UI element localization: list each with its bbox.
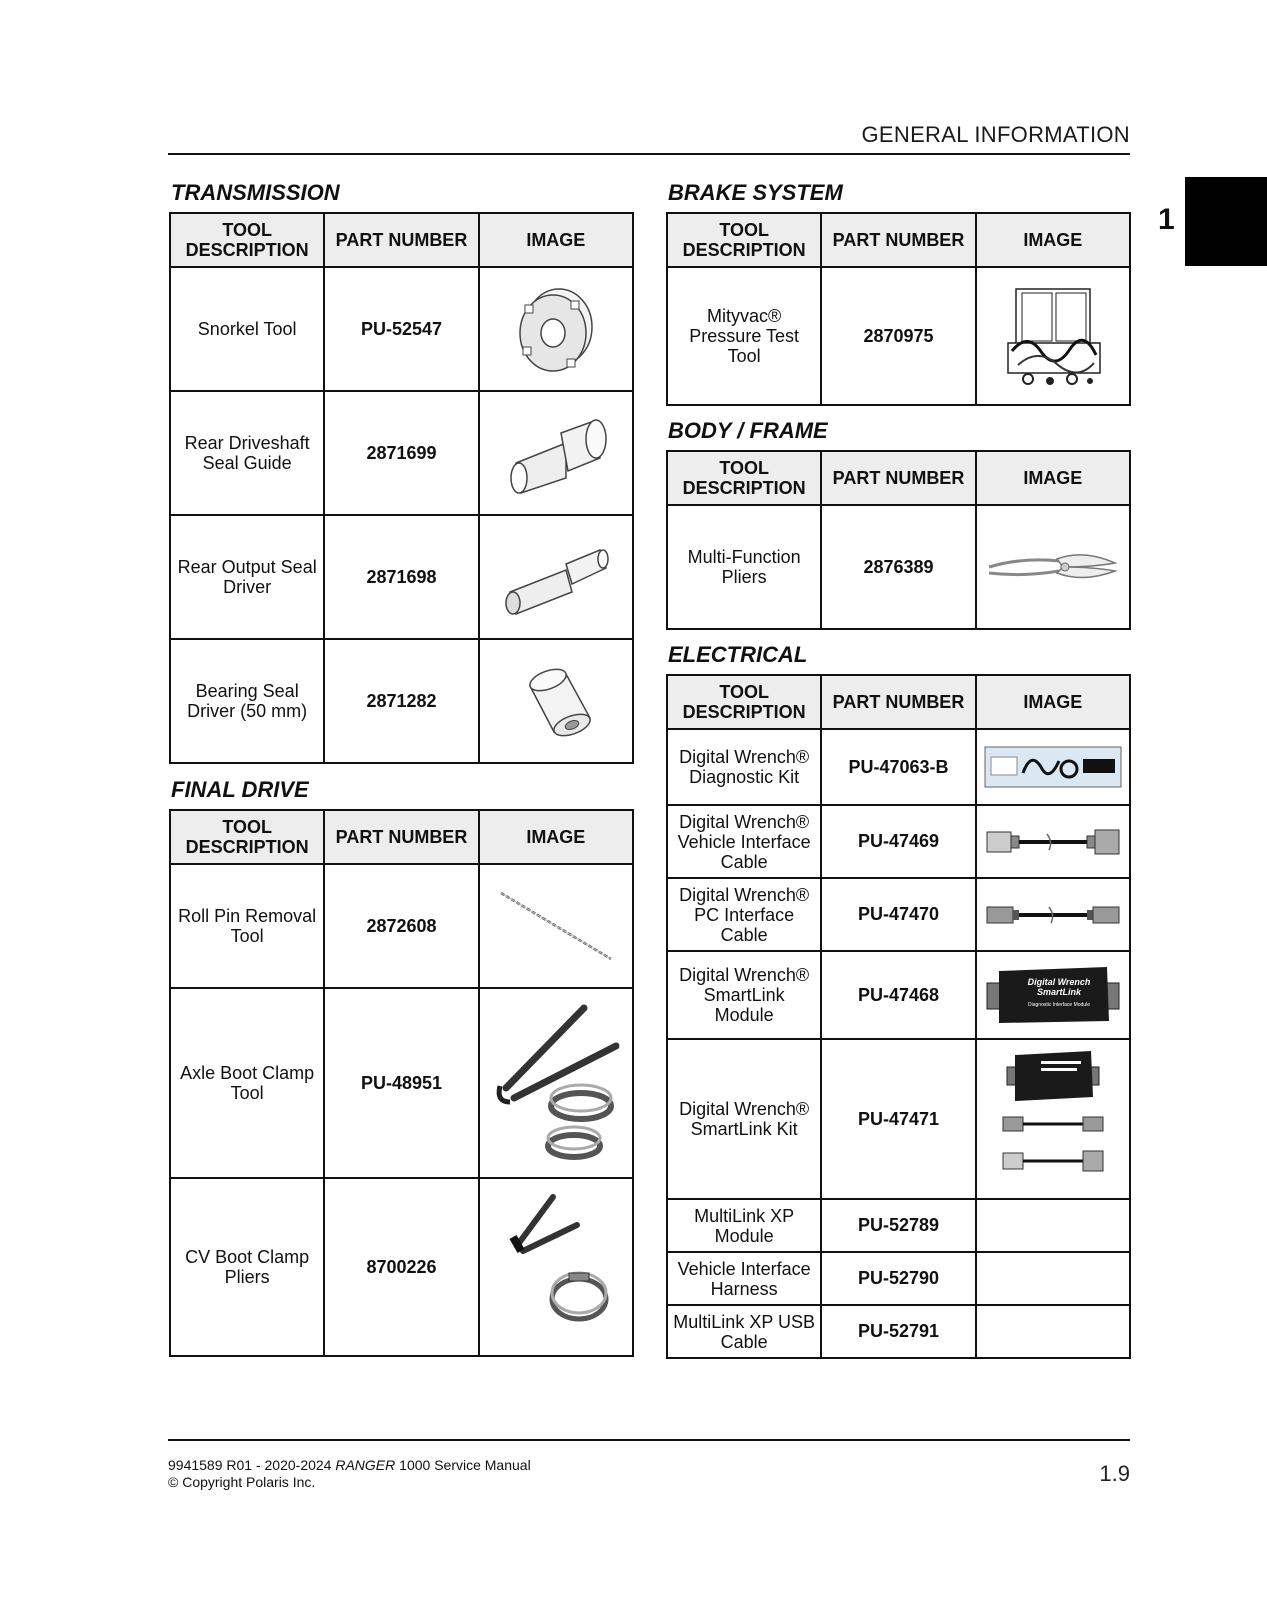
tool-description: MultiLink XP Module xyxy=(667,1199,821,1252)
part-number: PU-52547 xyxy=(324,267,478,391)
footer-model: RANGER xyxy=(335,1457,396,1473)
table-header-row xyxy=(667,451,1130,505)
footer-manual-name: 1000 Service Manual xyxy=(399,1457,531,1473)
column-header-description: TOOL DESCRIPTION xyxy=(667,213,821,267)
roll-pin-tool-icon xyxy=(491,881,621,971)
column-header-description: TOOL DESCRIPTION xyxy=(667,675,821,729)
tool-image-cell xyxy=(976,505,1130,629)
body-frame-table xyxy=(666,450,1131,630)
tool-description: Mityvac® Pressure Test Tool xyxy=(667,267,821,405)
module-product-text: SmartLink xyxy=(1036,987,1081,997)
smartlink-kit-icon xyxy=(993,1049,1113,1189)
tool-image-cell xyxy=(479,515,633,639)
tool-description: Axle Boot Clamp Tool xyxy=(170,988,324,1178)
diagnostic-kit-icon xyxy=(983,745,1123,789)
table-row xyxy=(170,864,633,988)
section-title-brake-system: BRAKE SYSTEM xyxy=(668,180,843,205)
column-header-description: TOOL DESCRIPTION xyxy=(667,451,821,505)
table-row xyxy=(667,505,1130,629)
tool-description: MultiLink XP USB Cable xyxy=(667,1305,821,1358)
table-row xyxy=(667,729,1130,805)
tool-description: Bearing Seal Driver (50 mm) xyxy=(170,639,324,763)
tool-description: Digital Wrench® SmartLink Kit xyxy=(667,1039,821,1199)
part-number: PU-47470 xyxy=(821,878,975,951)
tool-image-cell xyxy=(479,988,633,1178)
footer-doc-id: 9941589 R01 - 2020-2024 xyxy=(168,1457,332,1473)
part-number: 2870975 xyxy=(821,267,975,405)
tool-description: Snorkel Tool xyxy=(170,267,324,391)
part-number: PU-47063-B xyxy=(821,729,975,805)
part-number: PU-47468 xyxy=(821,951,975,1039)
tool-image-cell xyxy=(976,1305,1130,1358)
part-number: 2872608 xyxy=(324,864,478,988)
column-header-part-number: PART NUMBER xyxy=(821,675,975,729)
tool-image-cell xyxy=(479,267,633,391)
table-row xyxy=(667,1039,1130,1199)
tool-image-cell xyxy=(479,1178,633,1356)
column-header-image: IMAGE xyxy=(976,675,1130,729)
part-number: PU-47471 xyxy=(821,1039,975,1199)
pc-cable-icon xyxy=(983,895,1123,935)
chapter-number: 1 xyxy=(1158,203,1175,236)
snorkel-tool-icon xyxy=(501,279,611,379)
section-title-body-frame: BODY / FRAME xyxy=(668,418,828,443)
table-row xyxy=(170,267,633,391)
tool-image-cell xyxy=(976,267,1130,405)
table-header-row xyxy=(667,675,1130,729)
part-number: PU-48951 xyxy=(324,988,478,1178)
part-number: PU-52790 xyxy=(821,1252,975,1305)
tool-image-cell xyxy=(976,1039,1130,1199)
column-header-image: IMAGE xyxy=(976,213,1130,267)
column-header-part-number: PART NUMBER xyxy=(324,213,478,267)
tool-description: Vehicle Interface Harness xyxy=(667,1252,821,1305)
part-number: 2876389 xyxy=(821,505,975,629)
electrical-table xyxy=(666,674,1131,1359)
part-number: 2871699 xyxy=(324,391,478,515)
tool-image-cell xyxy=(479,391,633,515)
table-row xyxy=(667,805,1130,878)
footer-copyright: © Copyright Polaris Inc. xyxy=(168,1474,316,1490)
part-number: PU-52789 xyxy=(821,1199,975,1252)
tool-image-cell xyxy=(976,805,1130,878)
smartlink-module-icon xyxy=(983,963,1123,1027)
tool-image-cell xyxy=(976,1252,1130,1305)
table-header-row xyxy=(170,810,633,864)
brake-system-table xyxy=(666,212,1131,406)
part-number: PU-52791 xyxy=(821,1305,975,1358)
tool-image-cell xyxy=(479,639,633,763)
table-row xyxy=(170,639,633,763)
table-row xyxy=(170,515,633,639)
clamp-pincers-icon xyxy=(486,998,626,1168)
clamp-pliers-icon xyxy=(491,1187,621,1347)
tool-description: Digital Wrench® Diagnostic Kit xyxy=(667,729,821,805)
table-row xyxy=(667,878,1130,951)
tool-description: Digital Wrench® Vehicle Interface Cable xyxy=(667,805,821,878)
part-number: 2871698 xyxy=(324,515,478,639)
tool-description: Rear Driveshaft Seal Guide xyxy=(170,391,324,515)
tool-description: Multi-Function Pliers xyxy=(667,505,821,629)
column-header-part-number: PART NUMBER xyxy=(821,451,975,505)
part-number: 2871282 xyxy=(324,639,478,763)
footer-rule xyxy=(168,1439,1130,1441)
table-row xyxy=(667,1305,1130,1358)
table-header-row xyxy=(170,213,633,267)
page-header-title: GENERAL INFORMATION xyxy=(861,122,1130,147)
section-title-transmission: TRANSMISSION xyxy=(171,180,340,205)
table-row xyxy=(170,1178,633,1356)
part-number: PU-47469 xyxy=(821,805,975,878)
table-row xyxy=(667,1252,1130,1305)
module-brand-text: Digital Wrench xyxy=(1027,977,1091,987)
tool-description: CV Boot Clamp Pliers xyxy=(170,1178,324,1356)
table-row xyxy=(667,267,1130,405)
header-rule xyxy=(168,153,1130,155)
pressure-test-kit-icon xyxy=(998,281,1108,391)
seal-guide-icon xyxy=(496,403,616,503)
seal-driver-icon xyxy=(496,532,616,622)
module-subtitle-text: Diagnostic Interface Module xyxy=(1027,1002,1090,1008)
tool-description: Digital Wrench® SmartLink Module xyxy=(667,951,821,1039)
part-number: 8700226 xyxy=(324,1178,478,1356)
table-row xyxy=(170,391,633,515)
table-header-row xyxy=(667,213,1130,267)
pliers-icon xyxy=(983,537,1123,597)
interface-cable-icon xyxy=(983,822,1123,862)
tool-image-cell xyxy=(976,729,1130,805)
page-number: 1.9 xyxy=(1099,1461,1130,1486)
tool-image-cell xyxy=(976,1199,1130,1252)
transmission-table xyxy=(169,212,634,764)
final-drive-table xyxy=(169,809,634,1357)
footer-manual-title xyxy=(168,1457,531,1473)
column-header-image: IMAGE xyxy=(976,451,1130,505)
column-header-description: TOOL DESCRIPTION xyxy=(170,810,324,864)
bearing-driver-icon xyxy=(506,656,606,746)
tool-image-cell xyxy=(976,951,1130,1039)
column-header-description: TOOL DESCRIPTION xyxy=(170,213,324,267)
column-header-image: IMAGE xyxy=(479,810,633,864)
tool-description: Rear Output Seal Driver xyxy=(170,515,324,639)
column-header-part-number: PART NUMBER xyxy=(324,810,478,864)
tool-image-cell xyxy=(976,878,1130,951)
tool-description: Roll Pin Removal Tool xyxy=(170,864,324,988)
tool-description: Digital Wrench® PC Interface Cable xyxy=(667,878,821,951)
column-header-part-number: PART NUMBER xyxy=(821,213,975,267)
chapter-tab xyxy=(1185,177,1267,266)
table-row xyxy=(170,988,633,1178)
table-row xyxy=(667,951,1130,1039)
section-title-final-drive: FINAL DRIVE xyxy=(171,777,309,802)
section-title-electrical: ELECTRICAL xyxy=(668,642,808,667)
column-header-image: IMAGE xyxy=(479,213,633,267)
tool-image-cell xyxy=(479,864,633,988)
table-row xyxy=(667,1199,1130,1252)
